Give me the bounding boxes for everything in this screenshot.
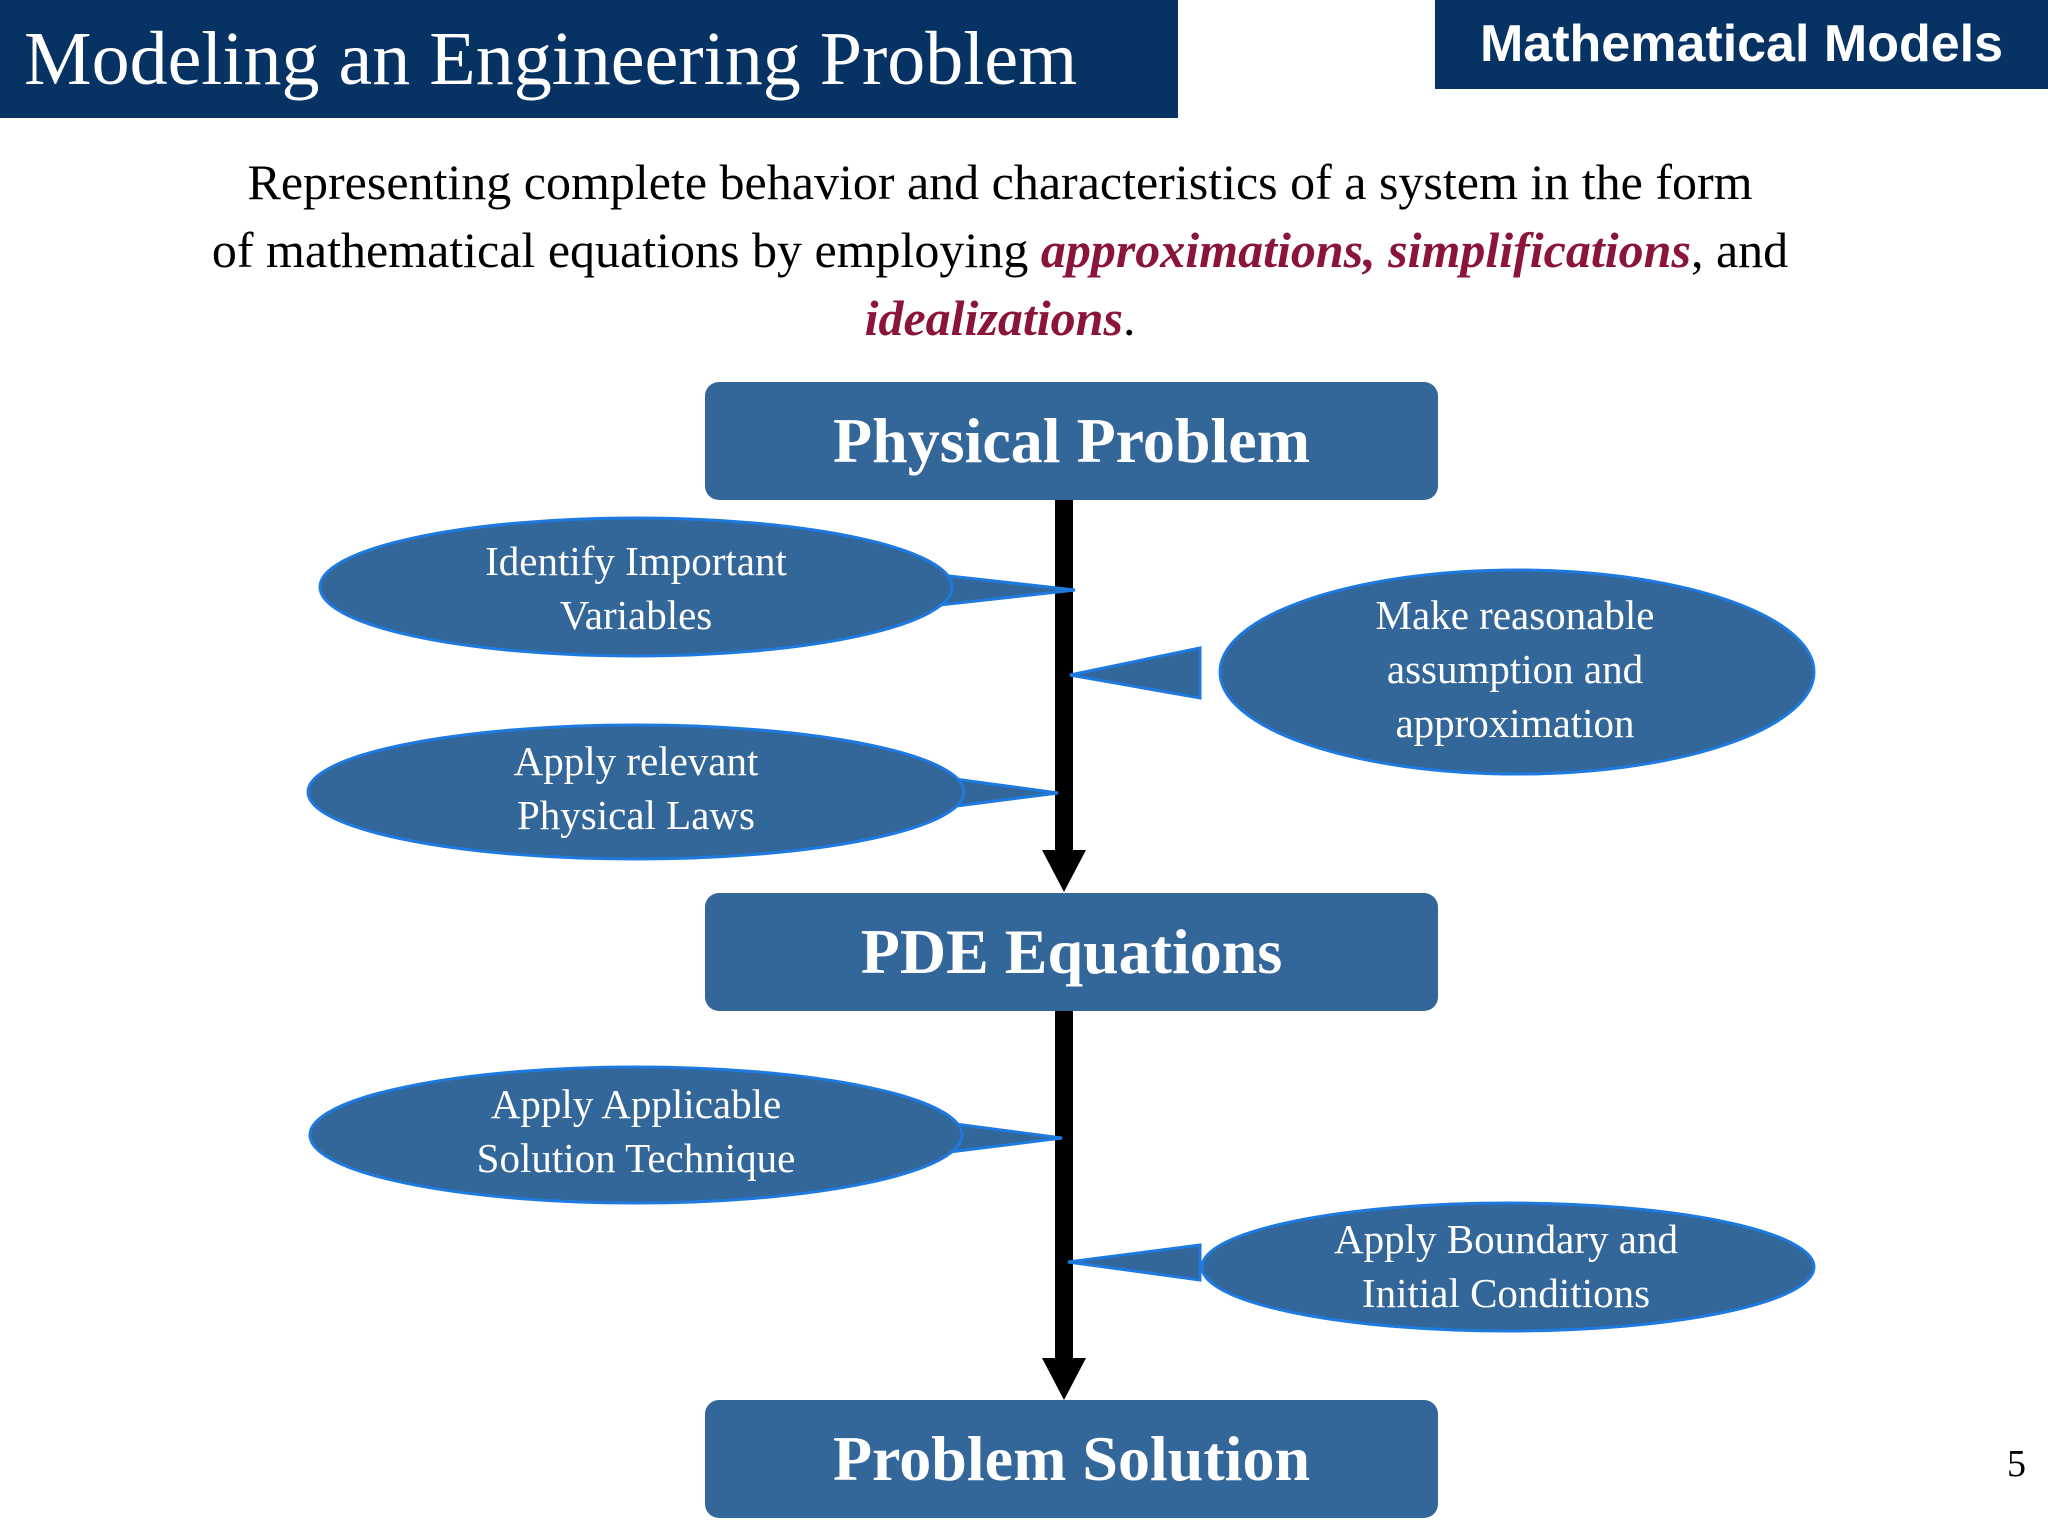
callout-identify-text [386,534,886,642]
callout-assume-line-3: approximation [1395,700,1635,746]
slide-title: Modeling an Engineering Problem [0,0,1178,118]
arrowhead-down-1 [1042,850,1086,892]
arrow-shaft-2 [1055,1008,1073,1368]
callout-boundary-line-1: Apply Boundary and [1334,1216,1678,1262]
callout-technique-line-1: Apply Applicable [490,1081,782,1127]
callout-laws-line-2: Physical Laws [517,792,755,838]
intro-emphasis-2: idealizations [864,290,1123,346]
page-number: 5 [2007,1443,2026,1485]
step-pde-equations: PDE Equations [705,893,1438,1011]
callout-boundary-line-2: Initial Conditions [1361,1270,1651,1316]
intro-line-2: of mathematical equations by employing [211,222,1041,278]
arrow-shaft-1 [1055,498,1073,858]
intro-line-2-suffix: , and [1690,222,1789,278]
intro-line-1: Representing complete behavior and characteristics of a system in the form [247,154,1753,210]
step-problem-solution: Problem Solution [705,1400,1438,1518]
step-physical-problem: Physical Problem [705,382,1438,500]
callout-technique-line-2: Solution Technique [476,1135,796,1181]
intro-emphasis-1: approximations, simplifications [1040,222,1691,278]
callout-assume-text [1265,588,1765,750]
callout-assume-line-1: Make reasonable [1375,592,1655,638]
callout-boundary-text [1226,1212,1786,1320]
callout-laws-line-1: Apply relevant [513,738,759,784]
topic-label: Mathematical Models [1435,0,2048,89]
callout-laws-text [386,734,886,842]
arrowhead-down-2 [1042,1358,1086,1400]
intro-end: . [1122,290,1136,346]
callout-identify-line-1: Identify Important [485,538,787,584]
callout-assume-line-2: assumption and [1386,646,1644,692]
callout-identify-line-2: Variables [559,592,713,638]
callout-technique-text [386,1077,886,1185]
